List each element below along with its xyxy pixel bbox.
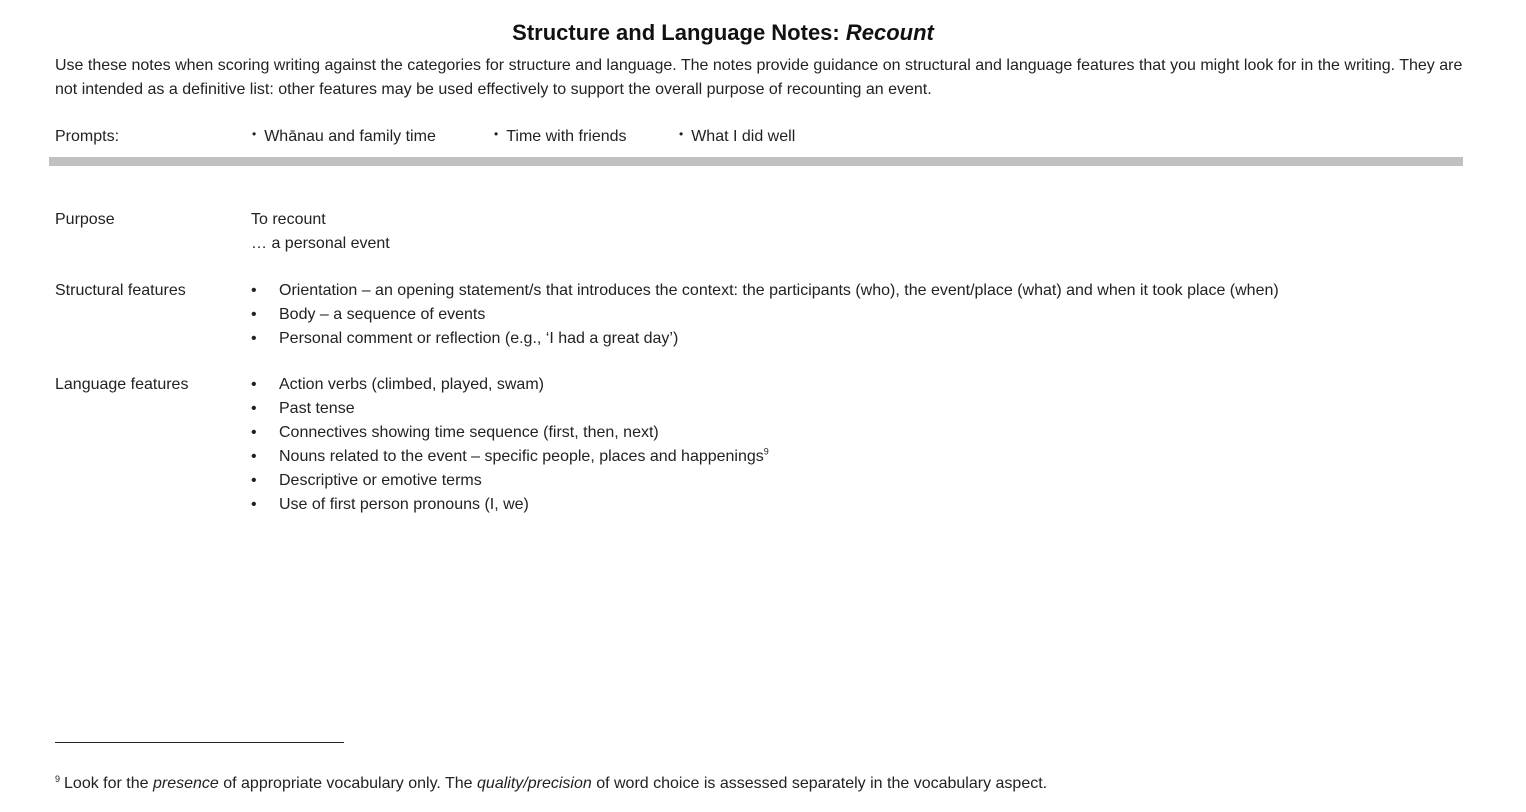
list-item: • Personal comment or reflection (e.g., ‘I had a great day’) xyxy=(251,327,1471,351)
bullet-icon: • xyxy=(494,127,499,141)
list-item: • Connectives showing time sequence (first, then, next) xyxy=(251,421,1471,445)
structural-section xyxy=(55,279,1475,351)
bullet-icon: • xyxy=(251,472,257,489)
footnote-emphasis: presence xyxy=(152,775,219,792)
bullet-icon: • xyxy=(251,448,257,465)
purpose-line: To recount xyxy=(251,211,326,228)
title-main: Structure and Language Notes: xyxy=(512,20,846,45)
purpose-label: Purpose xyxy=(55,211,115,228)
footnote-separator xyxy=(55,742,344,743)
bullet-icon: • xyxy=(251,306,257,323)
bullet-icon: • xyxy=(251,424,257,441)
divider-bar xyxy=(49,157,1463,166)
title-italic: Recount xyxy=(845,20,934,45)
bullet-icon: • xyxy=(251,400,257,417)
footnote-marker: 9 xyxy=(55,773,61,784)
language-body xyxy=(251,373,1471,517)
structural-body xyxy=(251,279,1471,351)
footnote-emphasis: quality/precision xyxy=(477,775,592,792)
purpose-section xyxy=(55,208,1475,256)
page-title xyxy=(0,20,1446,46)
list-item: • Descriptive or emotive terms xyxy=(251,469,1471,493)
purpose-body xyxy=(251,208,1471,256)
bullet-icon: • xyxy=(251,282,257,299)
list-item: • Action verbs (climbed, played, swam) xyxy=(251,373,1471,397)
intro-paragraph: Use these notes when scoring writing against the categories for structure and language. The notes provide guidance on structural and language features that you might look for in the writing. They are not intended as a definitive list: other features may be used effectively to support the overall purpose of recounting an event. xyxy=(55,57,1463,98)
bullet-icon: • xyxy=(252,127,257,141)
footnote-reference[interactable]: 9 xyxy=(763,446,769,457)
list-item: • Nouns related to the event – specific people, places and happenings$^9$ xyxy=(251,445,1471,469)
prompt-item: • What I did well xyxy=(679,127,796,145)
list-item: • Past tense xyxy=(251,397,1471,421)
list-item: • Body – a sequence of events xyxy=(251,303,1471,327)
bullet-icon: • xyxy=(251,330,257,347)
list-item: • Orientation – an opening statement/s that introduces the context: the participants (who), the event/place (what) and when it took place (when) xyxy=(251,279,1471,303)
language-label: Language features xyxy=(55,376,189,393)
list-item: • Use of first person pronouns (I, we) xyxy=(251,493,1471,517)
bullet-icon: • xyxy=(251,496,257,513)
structural-label: Structural features xyxy=(55,282,186,299)
prompt-item: • Time with friends xyxy=(494,127,627,145)
prompts-label: Prompts: xyxy=(55,128,120,145)
language-list xyxy=(251,373,1471,517)
bullet-icon: • xyxy=(251,376,257,393)
purpose-line: … a personal event xyxy=(251,235,390,252)
language-section xyxy=(55,373,1475,517)
prompts-row xyxy=(55,125,1455,149)
bullet-icon: • xyxy=(679,127,684,141)
footnote: $^9$ Look for the presence of appropriate vocabulary only. The quality/precision of word choice is assessed separately in the vocabulary aspect. xyxy=(55,773,1048,792)
prompt-item: • Whānau and family time xyxy=(252,127,436,145)
structural-list xyxy=(251,279,1471,351)
